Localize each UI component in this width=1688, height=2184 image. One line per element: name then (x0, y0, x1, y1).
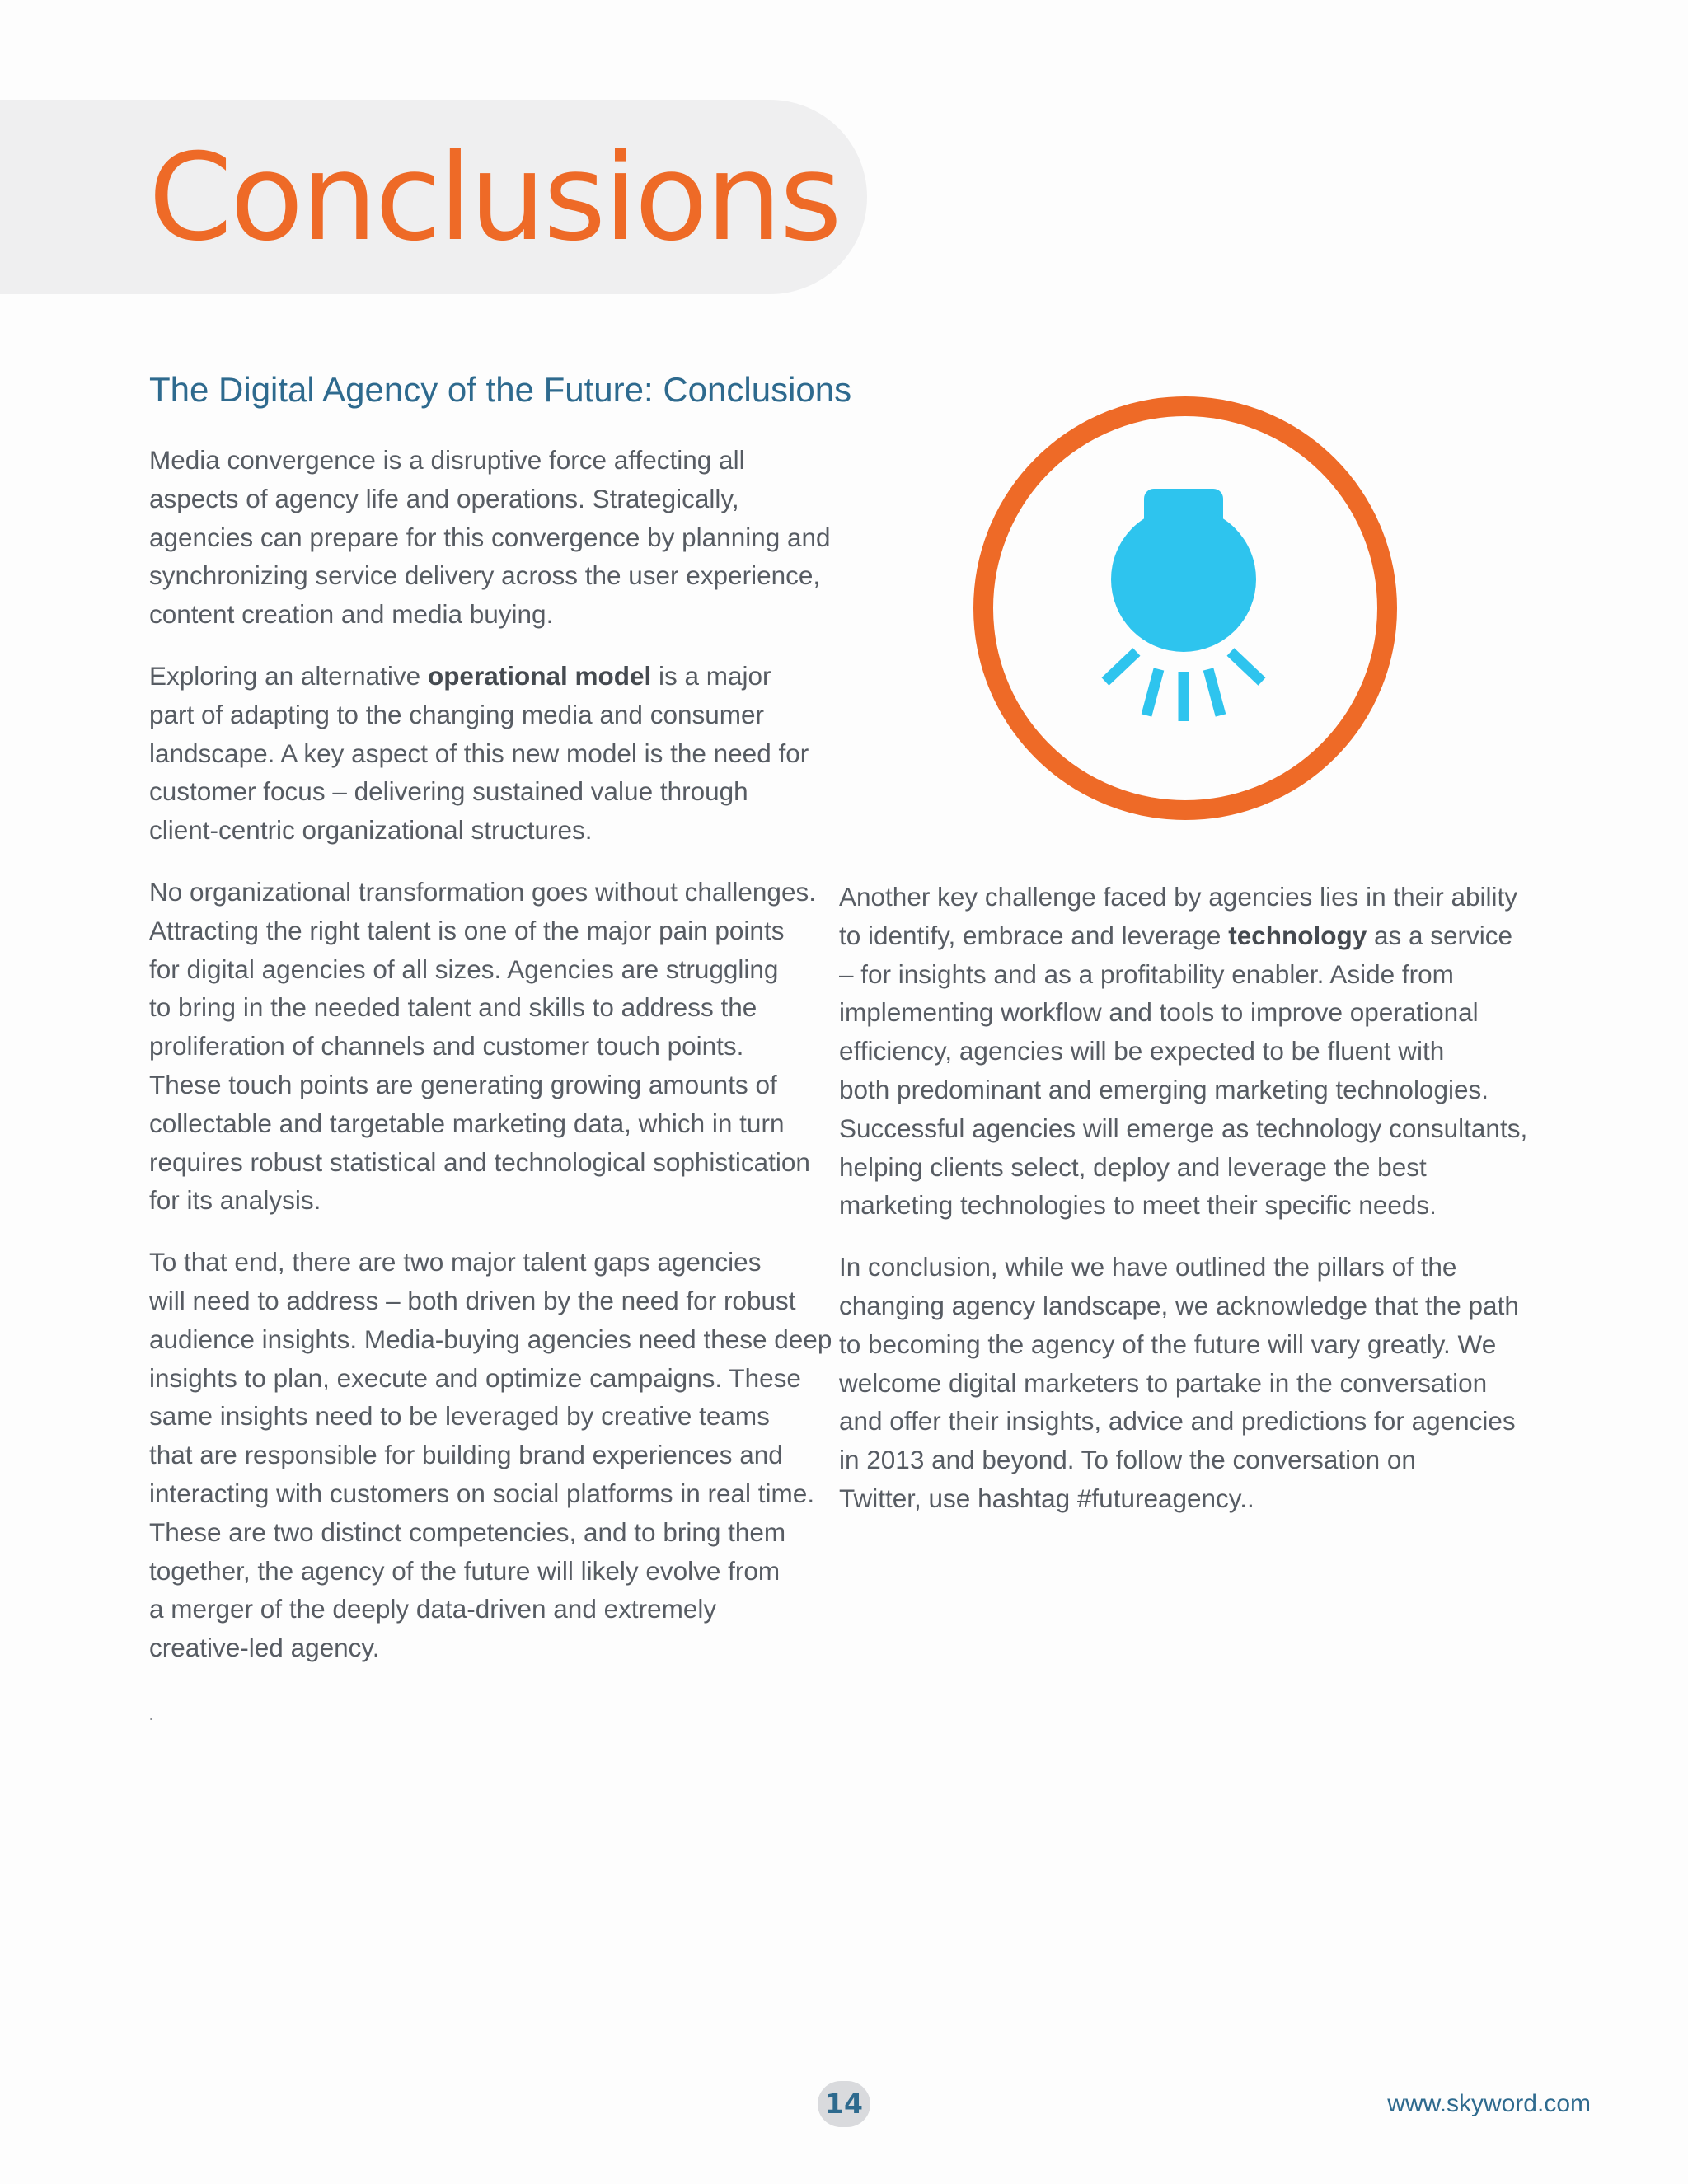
light-rays (1105, 652, 1262, 721)
lightbulb-icon (1111, 489, 1256, 652)
right-column (839, 878, 1540, 1541)
footer-url[interactable]: www.skyword.com (1387, 2090, 1591, 2117)
page-title: Conclusions (148, 128, 840, 268)
left-column (149, 441, 832, 1690)
paragraph-talent-gaps: To that end, there are two major talent gaps agencies will need to address – both driven by the need for robust audience insights. Media-buying agencies need these deep insights to plan, execute and optimize campaigns. These same insights need to be leveraged by creative teams that are responsible for building brand experiences and interacting with customers on social platforms in real time. These are two distinct competencies, and to bring them together, the agency of the future will likely evolve from a merger of the deeply data-driven and extremely creative-led agency. (149, 1247, 832, 1663)
paragraph-operational-model: Exploring an alternative operational model is a major part of adapting to the changing media and consumer landscape. A key aspect of this new model is the need for customer focus – delivering sustained value through client-centric organizational structures. (149, 660, 809, 846)
trailing-mark: . (148, 1700, 155, 1725)
page-number: 14 (818, 2081, 870, 2127)
paragraph-talent-challenges: No organizational transformation goes without challenges. Attracting the right talent is one of the major pain points for digital agencies of all sizes. Agencies are struggling to bring in the needed talent and skills to address the proliferation of channels and customer touch points. These touch points are generating growing amounts of collectable and targetable marketing data, which in turn requires robust statistical and technological sophistication for its analysis. (149, 876, 816, 1216)
lightbulb-graphic (968, 391, 1402, 825)
paragraph-technology: Another key challenge faced by agencies lies in their ability to identify, embrace and leverage technology as a service – for insights and as a profitability enabler. Aside from implementing workflow and tools to improve operational efficiency, agencies will be expected to be fluent with both predominant and emerging marketing technologies. Successful agencies will emerge as technology consultants, helping clients select, deploy and leverage the best marketing technologies to meet their specific needs. (839, 882, 1528, 1221)
emphasis-operational-model: operational model (427, 660, 652, 691)
emphasis-technology: technology (1228, 920, 1367, 950)
paragraph-in-conclusion: In conclusion, while we have outlined the pillars of the changing agency landscape, we acknowledge that the path to becoming the agency of the future will vary greatly. We welcome digital marketers to partake in the conversation and offer their insights, advice and predictions for agencies in 2013 and beyond. To follow the conversation on Twitter, use hashtag #futureagency.. (839, 1252, 1519, 1513)
paragraph-media-convergence: Media convergence is a disruptive force affecting all aspects of agency life and operations. Strategically, agencies can prepare for this convergence by planning and synchronizing service delivery across the user experience, content creation and media buying. (149, 445, 831, 630)
section-heading: The Digital Agency of the Future: Conclusions (149, 370, 852, 409)
